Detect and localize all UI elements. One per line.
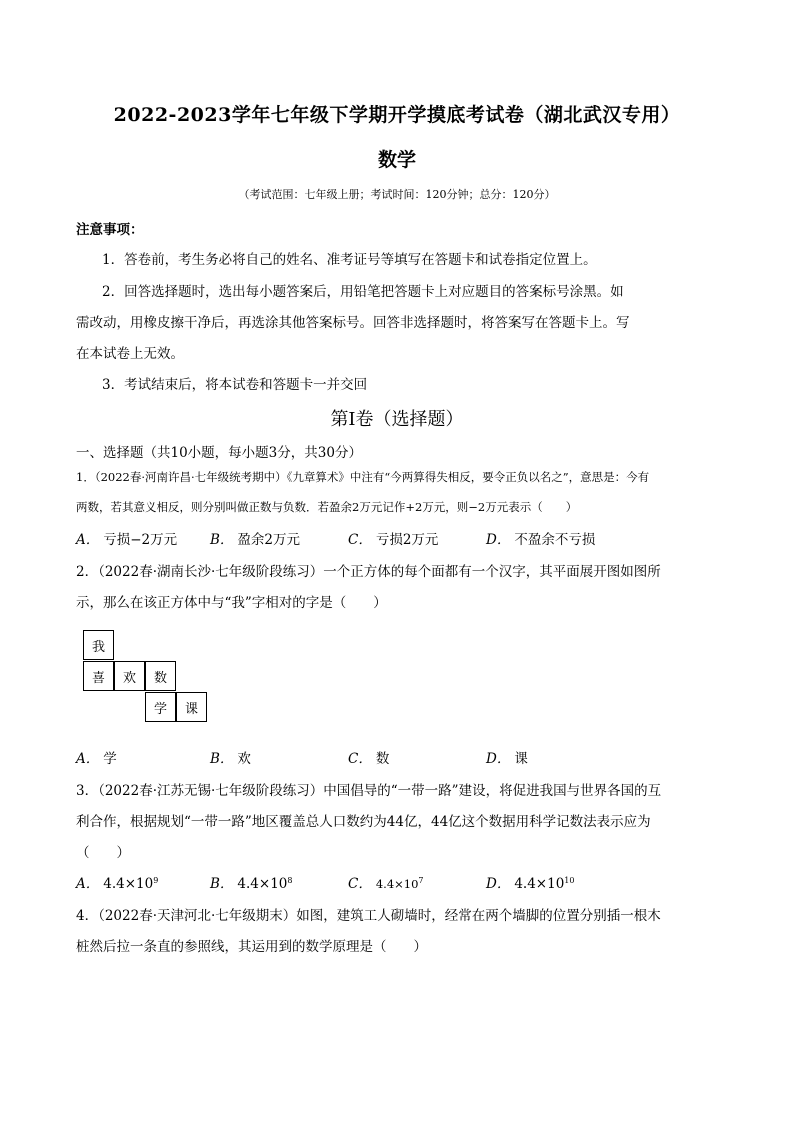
net-cell-xi: 喜	[83, 661, 114, 691]
net-cell-huan: 欢	[114, 661, 145, 691]
q1-option-a	[76, 528, 177, 548]
notice-item-2-line-2: 需改动，用橡皮擦干净后，再选涂其他答案标号。回答非选择题时，将答案写在答题卡上。写	[76, 315, 630, 331]
option-text: 盈余2万元	[237, 532, 301, 548]
option-letter: A．	[76, 876, 100, 892]
option-text: 数	[375, 751, 390, 767]
net-cell-wo: 我	[83, 630, 114, 660]
q3-stem-line-1: 3．（2022春·江苏无锡·七年级阶段练习）中国倡导的“一带一路”建设，将促进我国与世界各国的互	[76, 783, 662, 799]
option-letter: C．	[348, 751, 372, 767]
option-exponent: 8	[287, 876, 293, 885]
q1-option-d	[486, 528, 595, 548]
q2-option-d	[486, 747, 528, 767]
option-letter: A．	[76, 751, 100, 767]
option-text: 学	[103, 751, 117, 767]
option-base: 4.4×10	[514, 876, 565, 892]
option-base: 4.4×10	[375, 877, 419, 891]
q1-stem-line-2: 两数，若其意义相反，则分别叫做正数与负数．若盈余2万元记作+2万元，则−2万元表示（ ）	[76, 500, 578, 514]
notice-item-2-line-1: 2．回答选择题时，选出每小题答案后，用铅笔把答题卡上对应题目的答案标号涂黑。如	[102, 284, 624, 300]
q2-stem-line-2: 示，那么在该正方体中与“我”字相对的字是（ ）	[76, 595, 387, 611]
q3-stem-line-3: （ ）	[76, 845, 130, 861]
net-cell-xue: 学	[145, 692, 176, 722]
option-letter: C．	[348, 532, 372, 548]
q2-option-b	[210, 747, 251, 767]
q3-stem-line-2: 利合作，根据规划“一带一路”地区覆盖总人口数约为44亿，44亿这个数据用科学记数法表示应为	[76, 814, 651, 830]
q1-stem-line-1: 1．（2022春·河南许昌·七年级统考期中）《九章算术》中注有“今两算得失相反，要令正负以名之”，意思是：今有	[76, 470, 650, 484]
exam-title: 2022-2023学年七年级下学期开学摸底考试卷（湖北武汉专用）	[113, 104, 681, 126]
net-cell-ke: 课	[176, 692, 207, 722]
option-exponent: 10	[564, 876, 575, 885]
notice-heading: 注意事项：	[76, 222, 144, 238]
q3-option-b	[210, 872, 292, 892]
option-text: 欢	[237, 751, 251, 767]
option-letter: B．	[210, 751, 234, 767]
option-text: 亏损−2万元	[103, 532, 178, 548]
option-letter: D．	[486, 876, 511, 892]
q1-option-c	[348, 528, 438, 548]
q2-stem-line-1: 2．（2022春·湖南长沙·七年级阶段练习）一个正方体的每个面都有一个汉字，其平面展开图如图所	[76, 564, 661, 580]
option-letter: D．	[486, 532, 511, 548]
q1-option-b	[210, 528, 300, 548]
q4-stem-line-1: 4．（2022春·天津河北·七年级期末）如图，建筑工人砌墙时，经常在两个墙脚的位置分别插一根木	[76, 908, 661, 924]
net-cell-shu: 数	[145, 661, 176, 691]
option-letter: D．	[486, 751, 511, 767]
q3-option-d	[486, 872, 574, 892]
section-title: 第Ⅰ卷（选择题）	[330, 409, 464, 430]
option-text: 课	[514, 751, 528, 767]
notice-item-3: 3．考试结束后，将本试卷和答题卡一并交回	[102, 377, 368, 393]
option-text: 不盈余不亏损	[514, 532, 596, 548]
exam-scope: （考试范围：七年级上册；考试时间：120分钟；总分：120分）	[238, 188, 556, 201]
option-exponent: 7	[418, 876, 424, 885]
q3-option-a	[76, 872, 158, 892]
option-exponent: 9	[153, 876, 159, 885]
q4-stem-line-2: 桩然后拉一条直的参照线，其运用到的数学原理是（ ）	[76, 939, 427, 955]
option-letter: B．	[210, 876, 234, 892]
exam-subject: 数学	[377, 149, 416, 171]
option-letter: A．	[76, 532, 100, 548]
part-one-heading: 一、选择题（共10小题，每小题3分，共30分）	[76, 445, 362, 461]
q2-option-c	[348, 747, 389, 767]
notice-item-1: 1．答卷前，考生务必将自己的姓名、准考证号等填写在答题卡和试卷指定位置上。	[102, 252, 597, 268]
q2-option-a	[76, 747, 117, 767]
notice-item-2-line-3: 在本试卷上无效。	[76, 346, 184, 362]
option-base: 4.4×10	[237, 876, 288, 892]
option-letter: B．	[210, 532, 234, 548]
option-text: 亏损2万元	[375, 532, 439, 548]
q3-option-c	[348, 872, 424, 892]
option-letter: C．	[348, 876, 372, 892]
option-base: 4.4×10	[103, 876, 154, 892]
